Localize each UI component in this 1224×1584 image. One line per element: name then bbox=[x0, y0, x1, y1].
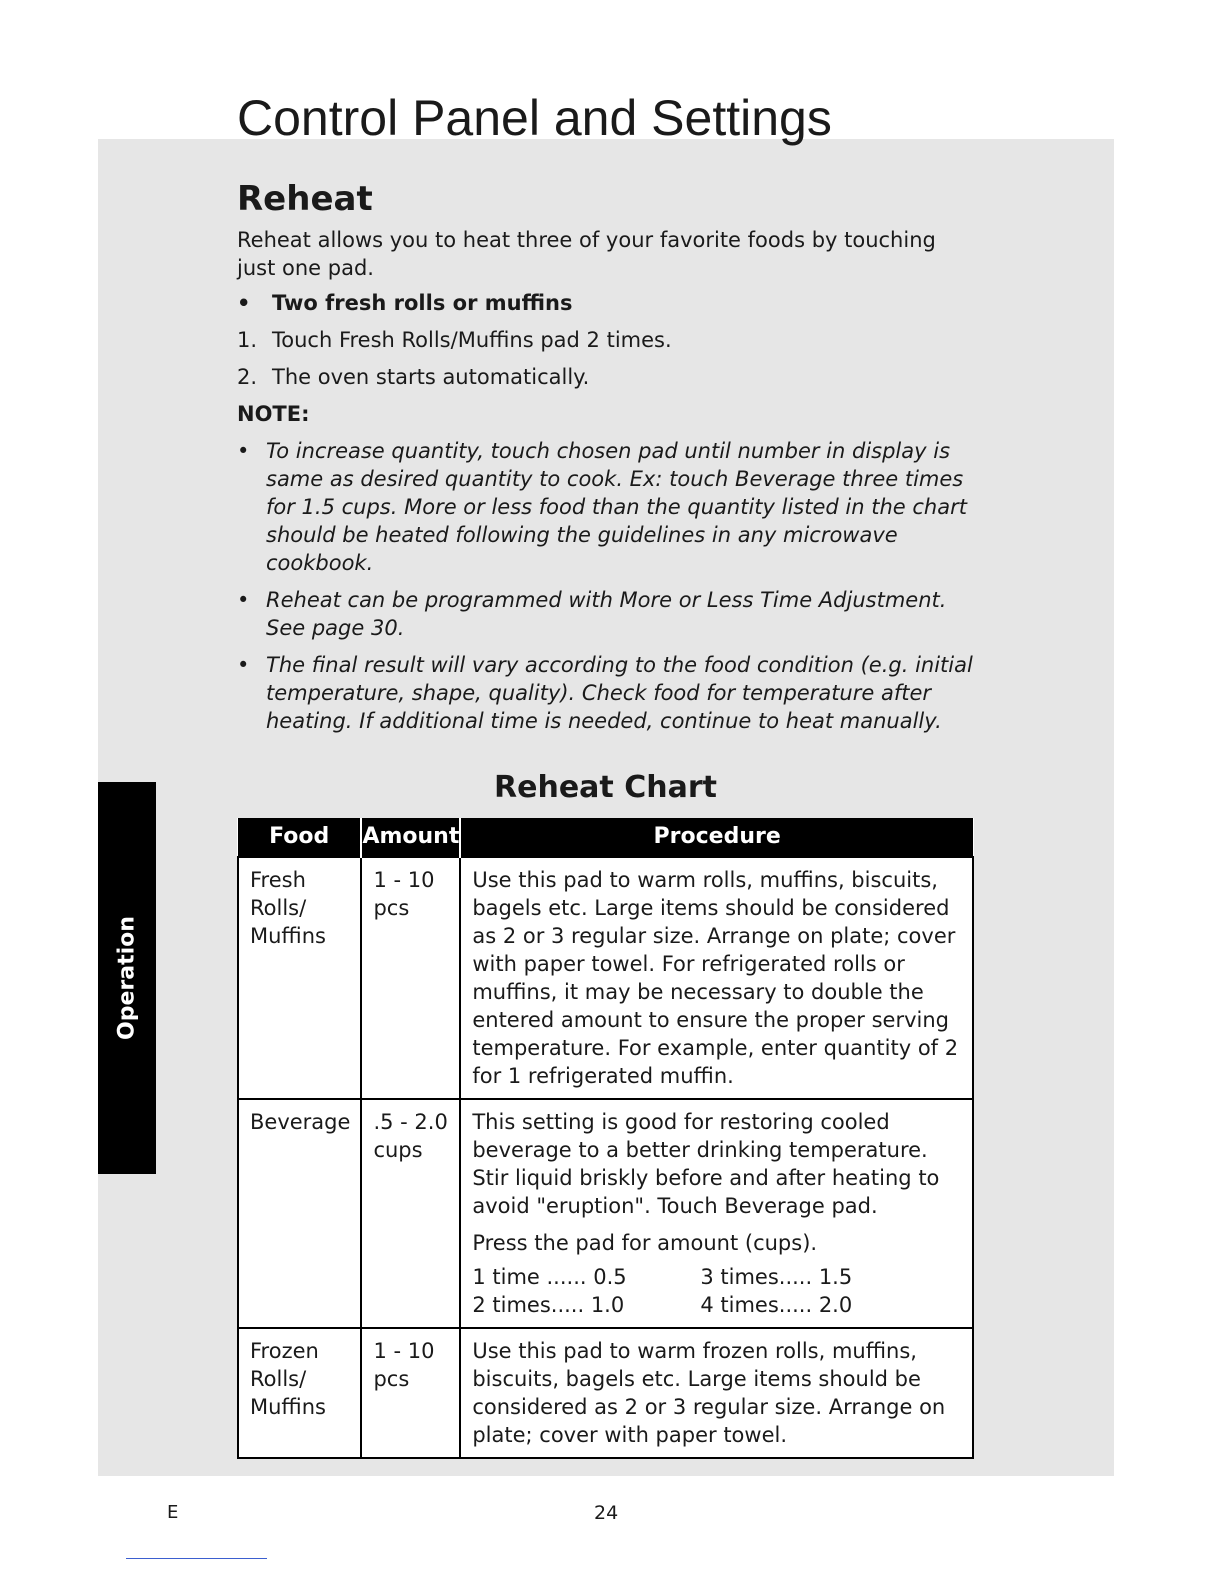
table-header-row bbox=[238, 818, 973, 857]
press-times-entry: 3 times..... 1.5 bbox=[700, 1265, 853, 1289]
cell-procedure: Use this pad to warm rolls, muffins, biscuits, bagels etc. Large items should be considered as 2 or 3 regular size. Arrange on plate; cover with paper towel. For refrigerated rolls or muffins, it may be necessary to double the entered amount to ensure the proper serving temperature. For example, enter quantity of 2 for 1 refrigerated muffin. bbox=[460, 857, 973, 1099]
step-number: 2. bbox=[237, 365, 258, 389]
note-item bbox=[237, 586, 977, 642]
reheat-chart-table bbox=[237, 818, 974, 1459]
note-text: Reheat can be programmed with More or Less Time Adjustment. See page 30. bbox=[266, 588, 947, 640]
procedure-text: This setting is good for restoring cooled beverage to a better drinking temperature. Stir liquid briskly before and after heating to avoid "eruption". Touch Beverage pad. bbox=[472, 1110, 940, 1218]
column-header-food: Food bbox=[238, 818, 361, 857]
notes-list bbox=[237, 437, 977, 735]
step-item bbox=[237, 326, 977, 354]
step-text: Touch Fresh Rolls/Muffins pad 2 times. bbox=[272, 328, 672, 352]
note-item bbox=[237, 437, 977, 577]
column-header-procedure: Procedure bbox=[460, 818, 973, 857]
cell-procedure bbox=[460, 1099, 973, 1328]
section-intro: Reheat allows you to heat three of your favorite foods by touching just one pad. bbox=[237, 228, 936, 280]
cell-amount: 1 - 10 pcs bbox=[361, 1328, 460, 1458]
press-times-entry: 1 time ...... 0.5 bbox=[472, 1265, 627, 1289]
bullet-dot: • bbox=[237, 588, 250, 612]
bold-bullet-text: Two fresh rolls or muffins bbox=[272, 291, 573, 315]
cell-amount: 1 - 10 pcs bbox=[361, 857, 460, 1099]
press-times-entry: 2 times..... 1.0 bbox=[472, 1293, 625, 1317]
page-title: Control Panel and Settings bbox=[237, 90, 832, 146]
cell-food: Frozen Rolls/ Muffins bbox=[238, 1328, 361, 1458]
note-item bbox=[237, 651, 977, 735]
step-item bbox=[237, 363, 977, 391]
step-text: The oven starts automatically. bbox=[272, 365, 590, 389]
cell-food: Fresh Rolls/ Muffins bbox=[238, 857, 361, 1099]
chart-title: Reheat Chart bbox=[494, 770, 717, 805]
table-row bbox=[238, 1099, 973, 1328]
step-number: 1. bbox=[237, 328, 258, 352]
bold-bullet bbox=[237, 289, 977, 317]
page-number: 24 bbox=[594, 1502, 619, 1524]
press-times-grid bbox=[472, 1263, 962, 1319]
side-tab-label: Operation bbox=[114, 916, 140, 1040]
table-row bbox=[238, 857, 973, 1099]
bullet-dot: • bbox=[237, 439, 250, 463]
bullet-dot: • bbox=[237, 291, 251, 315]
press-times-entry: 4 times..... 2.0 bbox=[700, 1293, 853, 1317]
bullet-dot: • bbox=[237, 653, 250, 677]
section-heading: Reheat bbox=[237, 179, 373, 219]
procedure-extra: Press the pad for amount (cups). bbox=[472, 1231, 818, 1255]
footer-language: E bbox=[167, 1502, 179, 1523]
note-text: The final result will vary according to the food condition (e.g. initial temperature, shape, quality). Check food for temperature after heating. If additional time is needed, continue to heat manually. bbox=[266, 653, 973, 733]
table-row bbox=[238, 1328, 973, 1458]
steps-list bbox=[237, 326, 977, 391]
cell-food: Beverage bbox=[238, 1099, 361, 1328]
footer-divider bbox=[126, 1558, 267, 1559]
cell-amount: .5 - 2.0 cups bbox=[361, 1099, 460, 1328]
cell-procedure: Use this pad to warm frozen rolls, muffins, biscuits, bagels etc. Large items should be considered as 2 or 3 regular size. Arrange on plate; cover with paper towel. bbox=[460, 1328, 973, 1458]
note-text: To increase quantity, touch chosen pad until number in display is same as desired quantity to cook. Ex: touch Beverage three times for 1.5 cups. More or less food than the quantity listed in the chart should be heated following the guidelines in any microwave cookbook. bbox=[266, 439, 967, 575]
side-section-tab bbox=[98, 782, 156, 1174]
column-header-amount: Amount bbox=[361, 818, 460, 857]
note-label: NOTE: bbox=[237, 402, 310, 426]
reheat-section bbox=[237, 178, 977, 744]
